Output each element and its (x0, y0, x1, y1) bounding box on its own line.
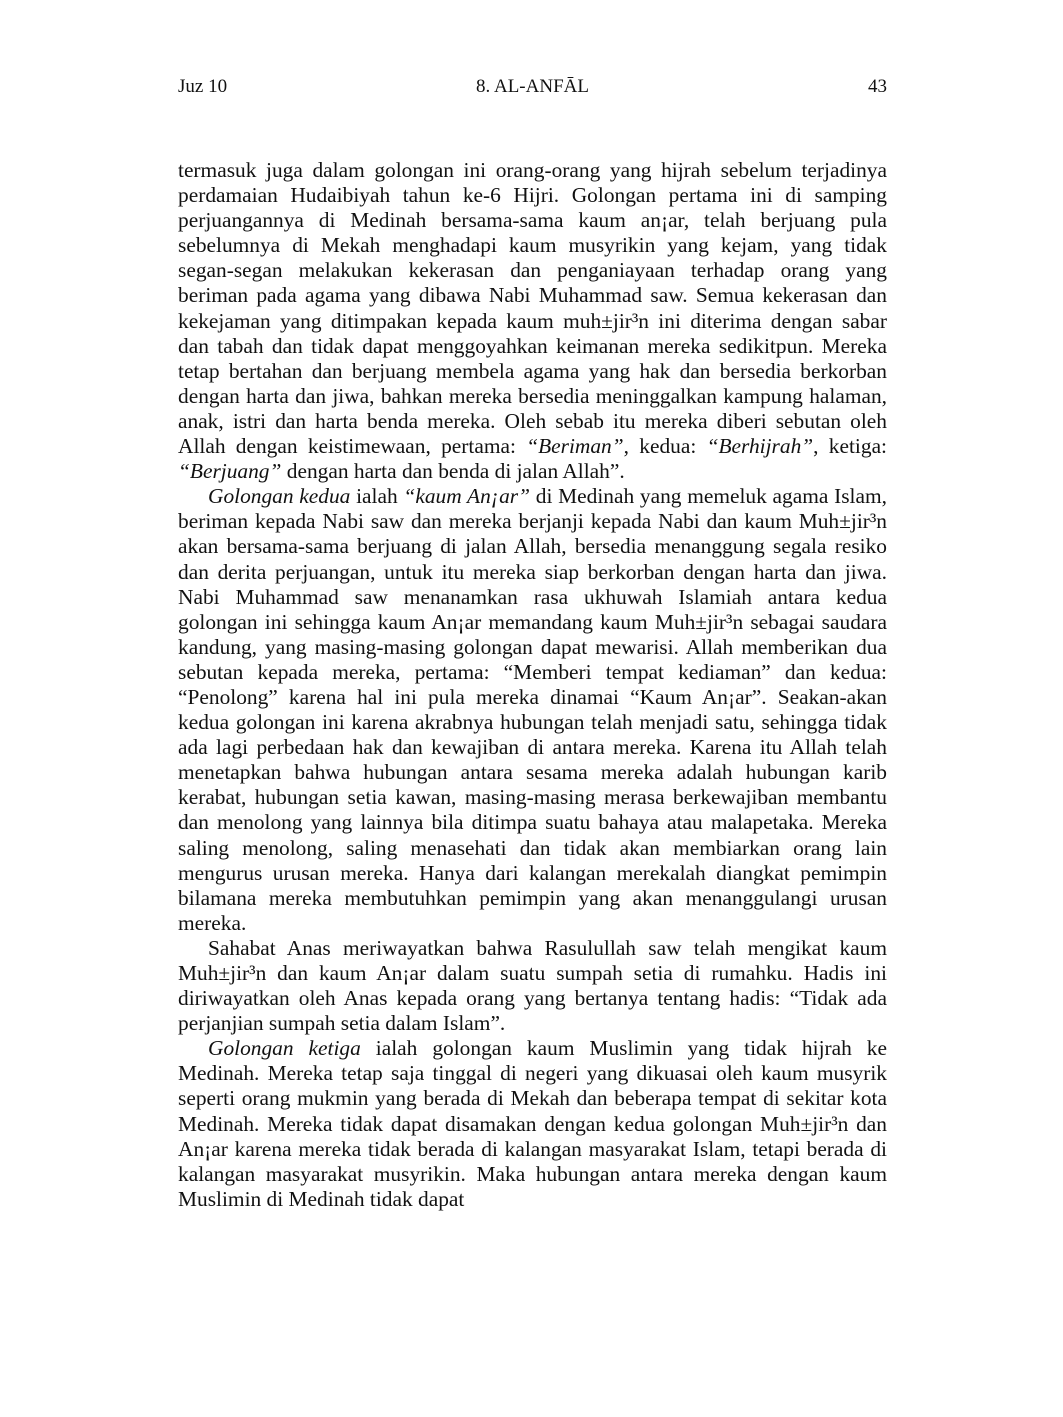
page-header (178, 76, 887, 102)
paragraph-4 (178, 1036, 887, 1212)
paragraph-1-text-3: , ketiga: (813, 434, 888, 459)
paragraph-2 (178, 484, 887, 936)
term-beriman: “Beriman” (526, 434, 624, 459)
surah-title: 8. AL-ANFĀL (476, 76, 589, 97)
body-text (178, 158, 887, 1212)
paragraph-3-text: Sahabat Anas meriwayatkan bahwa Rasulullah saw telah mengikat kaum Muh±jir³n dan kaum An¡ar dalam suatu sumpah setia di rumahku. Hadis ini diriwayatkan oleh Anas kepada orang yang bertanya tentang hadis: “Tidak ada perjanjian sumpah setia dalam Islam”. (178, 935, 887, 1036)
paragraph-2-text-2: di Medinah yang memeluk agama Islam, beriman kepada Nabi saw dan mereka berjanji kepada Nabi dan kaum Muh±jir³n akan bersama-sama berjuang di jalan Allah, bersedia menanggung segala resiko dan derita perjuangan, untuk itu mereka siap berkorban dengan harta dan jiwa. Nabi Muhammad saw menanamkan rasa ukhuwah Islamiah antara kedua golongan ini sehingga kaum An¡ar memandang kaum Muh±jir³n sebagai saudara kandung, yang masing-masing golongan dapat mewarisi. Allah memberikan dua sebutan kepada mereka, pertama: “Memberi tempat kediaman” dan kedua: “Penolong” karena hal ini pula mereka dinamai “Kaum An¡ar”. Seakan-akan kedua golongan ini karena akrabnya hubungan telah menjadi satu, sehingga tidak ada lagi perbedaan hak dan kewajiban di antara mereka. Karena itu Allah telah menetapkan bahwa hubungan antara sesama mereka adalah hubungan karib kerabat, hubungan setia kawan, masing-masing merasa berkewajiban membantu dan menolong yang lainnya bila ditimpa suatu bahaya atau malapetaka. Mereka saling menolong, saling menasehati dan tidak akan membiarkan orang lain mengurus urusan mereka. Hanya dari kalangan merekalah diangkat pemimpin bilamana mereka membutuhkan pemimpin yang akan menanggulangi urusan mereka. (178, 484, 887, 935)
term-golongan-kedua: Golongan kedua (208, 484, 351, 509)
paragraph-1-text-2: , kedua: (623, 434, 707, 459)
term-berhijrah: “Berhijrah” (706, 434, 814, 459)
paragraph-3 (178, 936, 887, 1036)
paragraph-4-text: ialah golongan kaum Muslimin yang tidak hijrah ke Medinah. Mereka tetap saja tinggal di negeri yang dikuasai oleh kaum musyrik seperti orang mukmin yang berada di Mekah dan beberapa tempat di sekitar kota Medinah. Mereka tidak dapat disamakan dengan kedua golongan Muh±jir³n dan An¡ar karena mereka tidak berada di kalangan masyarakat Islam, tetapi berada di kalangan masyarakat musyrikin. Maka hubungan antara mereka dengan kaum Muslimin di Medinah tidak dapat (178, 1036, 887, 1211)
paragraph-1-text-4: dengan harta dan benda di jalan Allah”. (281, 459, 625, 484)
paragraph-1-text: termasuk juga dalam golongan ini orang-orang yang hijrah sebelum terjadinya perdamaian Hudaibiyah tahun ke-6 Hijri. Golongan pertama ini di samping perjuangannya di Medinah bersama-sama kaum an¡ar, telah berjuang pula sebelumnya di Mekah menghadapi kaum musyrikin yang kejam, yang tidak segan-segan melakukan kekerasan dan penganiayaan terhadap orang yang beriman pada agama yang dibawa Nabi Muhammad saw. Semua kekerasan dan kekejaman yang ditimpakan kepada kaum muh±jir³n ini diterima dengan sabar dan tabah dan tidak dapat menggoyahkan keimanan mereka sedikitpun. Mereka tetap bertahan dan berjuang membela agama yang hak dan bersedia berkorban dengan harta dan jiwa, bahkan mereka bersedia meninggalkan kampung halaman, anak, istri dan harta benda mereka. Oleh sebab itu mereka diberi sebutan oleh Allah dengan keistimewaan, pertama: (178, 158, 887, 459)
term-berjuang: “Berjuang” (178, 459, 282, 484)
juz-label: Juz 10 (178, 76, 228, 97)
paragraph-2-text: ialah (350, 484, 404, 509)
paragraph-1 (178, 158, 887, 484)
term-kaum-anshar: “kaum An¡ar” (403, 484, 531, 509)
term-golongan-ketiga: Golongan ketiga (208, 1036, 361, 1061)
page-number: 43 (868, 76, 887, 97)
